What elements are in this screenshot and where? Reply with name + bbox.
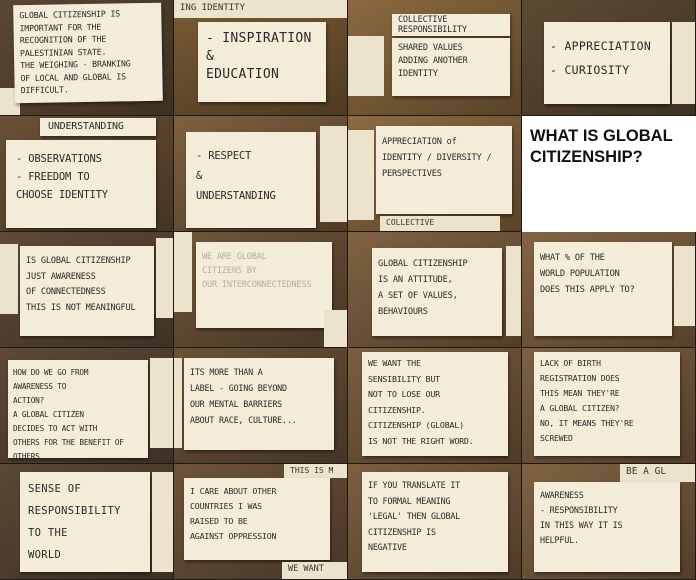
- collage-tile-r3c1: [0, 232, 174, 348]
- sticky-note: - APPRECIATION - CURIOSITY: [544, 22, 670, 104]
- sticky-note: IS GLOBAL CITIZENSHIP JUST AWARENESS OF CONNECTEDNESS THIS IS NOT MEANINGFUL: [20, 246, 154, 336]
- edge-note: [674, 246, 696, 326]
- sticky-note: - OBSERVATIONS - FREEDOM TO CHOOSE IDENTITY: [6, 140, 156, 228]
- title-panel: [522, 116, 696, 232]
- edge-note: [0, 244, 18, 314]
- collage-tile-r5c2: [174, 464, 348, 580]
- edge-note: [672, 22, 696, 104]
- collage-tile-r5c4: [522, 464, 696, 580]
- sticky-note: LACK OF BIRTH REGISTRATION DOES THIS MEAN THEY'RE A GLOBAL CITIZEN? NO, IT MEANS THEY'RE SCREWED: [534, 352, 680, 456]
- edge-note: [150, 358, 174, 448]
- collage-tile-r1c4: [522, 0, 696, 116]
- edge-note: [174, 358, 182, 448]
- sticky-note: ITS MORE THAN A LABEL - GOING BEYOND OUR MENTAL BARRIERS ABOUT RACE, CULTURE...: [184, 358, 334, 450]
- sticky-note: - RESPECT & UNDERSTANDING: [186, 132, 316, 228]
- collage-tile-r4c1: [0, 348, 174, 464]
- collage-tile-r4c4: [522, 348, 696, 464]
- sticky-note-heading: COLLECTIVE RESPONSIBILITY: [392, 14, 510, 36]
- collage-tile-r2c1: [0, 116, 174, 232]
- sticky-note: HOW DO WE GO FROM AWARENESS TO ACTION? A GLOBAL CITIZEN DECIDES TO ACT WITH OTHERS FOR THE BENEFIT OF OTHERS: [8, 360, 148, 458]
- edge-note: ING IDENTITY: [174, 0, 348, 18]
- sticky-note: SENSE OF RESPONSIBILITY TO THE WORLD: [20, 472, 150, 572]
- collage-tile-r4c3: [348, 348, 522, 464]
- collage-tile-r3c4: [522, 232, 696, 348]
- edge-note: [348, 36, 384, 96]
- collage-tile-r1c3: [348, 0, 522, 116]
- edge-note: [152, 472, 174, 572]
- collage-tile-r1c1: [0, 0, 174, 116]
- collage-tile-r5c1: [0, 464, 174, 580]
- edge-note: [348, 130, 374, 220]
- edge-note: WE WANT: [282, 562, 348, 580]
- collage-tile-r1c2: [174, 0, 348, 116]
- collage-title: WHAT IS GLOBAL CITIZENSHIP?: [530, 127, 673, 166]
- sticky-note: AWARENESS - RESPONSIBILITY IN THIS WAY IT IS HELPFUL.: [534, 482, 680, 572]
- edge-note: THIS IS M: [284, 464, 348, 478]
- edge-note: COLLECTIVE: [380, 216, 500, 232]
- sticky-note: GLOBAL CITIZENSHIP IS IMPORTANT FOR THE RECOGNITION OF THE PALESTINIAN STATE. THE WEIGHING - BRANKING OF LOCAL AND GLOBAL IS DIFFICULT.: [13, 3, 163, 104]
- edge-note: [156, 238, 174, 318]
- edge-note: BE A GL: [620, 464, 696, 482]
- collage-tile-r5c3: [348, 464, 522, 580]
- sticky-note: WE WANT THE SENSIBILITY BUT NOT TO LOSE OUR CITIZENSHIP. CITIZENSHIP (GLOBAL) IS NOT THE RIGHT WORD.: [362, 352, 508, 456]
- sticky-note: GLOBAL CITIZENSHIP IS AN ATTITUDE, A SET OF VALUES, BEHAVIOURS: [372, 248, 502, 336]
- collage-tile-r2c3: [348, 116, 522, 232]
- edge-note: [324, 310, 348, 348]
- sticky-note: WHAT % OF THE WORLD POPULATION DOES THIS APPLY TO?: [534, 242, 672, 336]
- edge-note: [174, 232, 192, 312]
- edge-note: [506, 246, 522, 336]
- sticky-note: SHARED VALUES ADDING ANOTHER IDENTITY: [392, 38, 510, 96]
- collage-tile-r2c2: [174, 116, 348, 232]
- sticky-note: - INSPIRATION & EDUCATION: [198, 22, 326, 102]
- edge-note: [320, 126, 348, 222]
- sticky-note: IF YOU TRANSLATE IT TO FORMAL MEANING 'LEGAL' THEN GLOBAL CITIZENSHIP IS NEGATIVE: [362, 472, 508, 572]
- sticky-note-heading: UNDERSTANDING: [40, 118, 156, 136]
- collage-tile-r3c3: [348, 232, 522, 348]
- sticky-note: APPRECIATION of IDENTITY / DIVERSITY / PERSPECTIVES: [376, 126, 512, 214]
- collage-tile-r3c2: [174, 232, 348, 348]
- sticky-note: I CARE ABOUT OTHER COUNTRIES I WAS RAISED TO BE AGAINST OPPRESSION: [184, 478, 330, 560]
- collage-tile-r4c2: [174, 348, 348, 464]
- sticky-note: WE ARE GLOBAL CITIZENS BY OUR INTERCONNECTEDNESS: [196, 242, 332, 328]
